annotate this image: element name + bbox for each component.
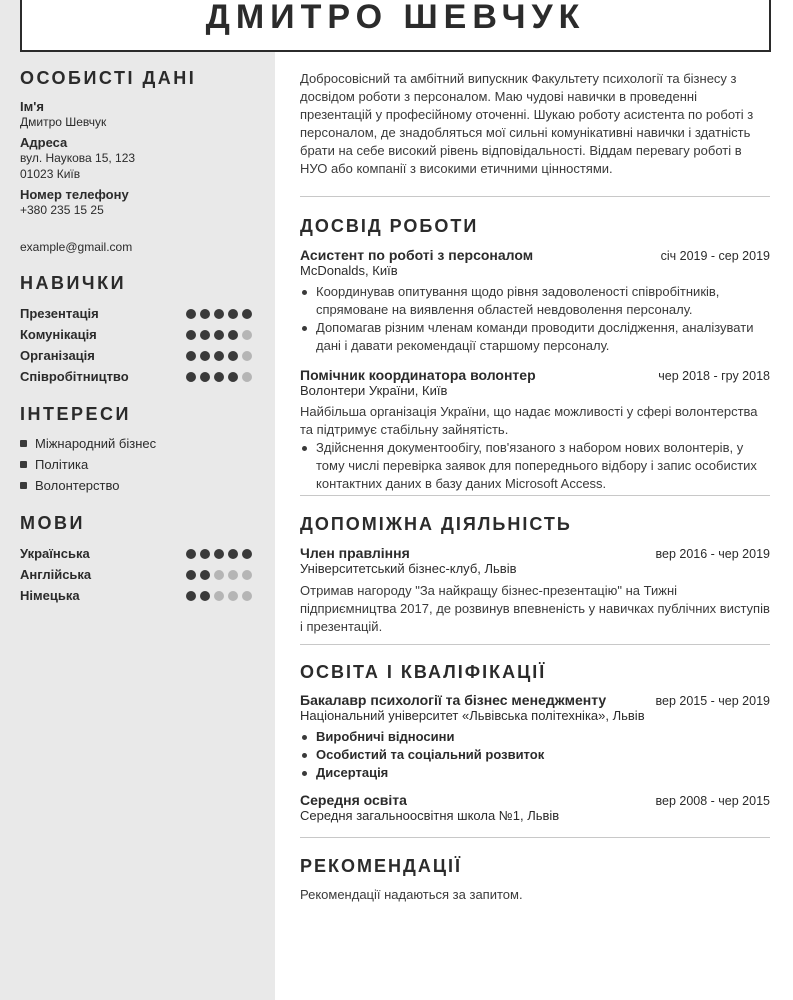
rating-label: Організація xyxy=(20,348,95,363)
rating-row xyxy=(20,345,252,366)
job-2-description: Найбільша організація України, що надає можливості у сфері волонтерства та підтримує стабільну зайнятість. xyxy=(300,404,758,437)
phone-label: Номер телефону xyxy=(20,187,129,202)
school-date: вер 2008 - чер 2015 xyxy=(655,794,770,808)
filled-dot-icon xyxy=(242,549,252,559)
rating-dots xyxy=(186,309,252,319)
rating-label: Співробітництво xyxy=(20,369,129,384)
interest-item xyxy=(20,454,252,475)
rating-label: Англійська xyxy=(20,567,92,582)
job-2-bullets xyxy=(300,439,770,493)
phone-value: +380 235 15 25 xyxy=(20,203,104,217)
school-header xyxy=(300,792,770,808)
sidebar-content xyxy=(20,68,252,606)
interest-label: Політика xyxy=(35,457,89,472)
job-2-header xyxy=(300,367,770,383)
empty-dot-icon xyxy=(228,591,238,601)
job-1-title: Асистент по роботі з персоналом xyxy=(300,247,534,263)
languages-heading: МОВИ xyxy=(20,513,85,533)
extra-title: Член правління xyxy=(300,545,410,561)
filled-dot-icon xyxy=(186,570,196,580)
interest-label: Волонтерство xyxy=(35,478,120,493)
rating-dots xyxy=(186,570,252,580)
interests-heading: ІНТЕРЕСИ xyxy=(20,404,131,424)
filled-dot-icon xyxy=(200,351,210,361)
experience-heading: ДОСВІД РОБОТИ xyxy=(300,216,479,236)
filled-dot-icon xyxy=(186,330,196,340)
full-name: ДМИТРО ШЕВЧУК xyxy=(205,0,586,36)
empty-dot-icon xyxy=(242,372,252,382)
languages-list xyxy=(20,543,252,606)
rating-label: Презентація xyxy=(20,306,99,321)
rating-row xyxy=(20,324,252,345)
rating-dots xyxy=(186,351,252,361)
name-header xyxy=(20,0,771,52)
divider xyxy=(300,644,770,645)
name-label: Ім'я xyxy=(20,99,44,114)
address-line-1: вул. Наукова 15, 123 xyxy=(20,151,136,165)
filled-dot-icon xyxy=(228,372,238,382)
rating-label: Комунікація xyxy=(20,327,97,342)
rating-dots xyxy=(186,591,252,601)
empty-dot-icon xyxy=(228,570,238,580)
filled-dot-icon xyxy=(200,549,210,559)
degree-org: Національний університет «Львівська політехніка», Львів xyxy=(300,708,645,723)
interest-item xyxy=(20,475,252,496)
job-1-org: McDonalds, Київ xyxy=(300,263,398,278)
divider xyxy=(300,495,770,496)
interests-list xyxy=(20,433,252,496)
filled-dot-icon xyxy=(214,372,224,382)
main-content xyxy=(300,70,770,904)
rating-dots xyxy=(186,549,252,559)
skills-heading: НАВИЧКИ xyxy=(20,273,127,293)
school-org: Середня загальноосвітня школа №1, Львів xyxy=(300,808,560,823)
job-1-header xyxy=(300,247,770,263)
references-text: Рекомендації надаються за запитом. xyxy=(300,887,523,902)
empty-dot-icon xyxy=(214,570,224,580)
rating-row xyxy=(20,543,252,564)
list-item: Особистий та соціальний розвиток xyxy=(300,746,770,764)
filled-dot-icon xyxy=(214,330,224,340)
filled-dot-icon xyxy=(186,591,196,601)
square-bullet-icon xyxy=(20,440,27,447)
email-value: example@gmail.com xyxy=(20,240,133,254)
interest-item xyxy=(20,433,252,454)
degree-title: Бакалавр психології та бізнес менеджменту xyxy=(300,692,607,708)
filled-dot-icon xyxy=(228,549,238,559)
rating-label: Українська xyxy=(20,546,90,561)
extra-description: Отримав нагороду "За найкращу бізнес-презентацію" на Тижні підприємництва 2017, де розвинув впевненість у навичках публічних виступів і презентацій. xyxy=(300,583,770,634)
degree-date: вер 2015 - чер 2019 xyxy=(655,694,770,708)
degree-bullets xyxy=(300,728,770,782)
address-line-2: 01023 Київ xyxy=(20,167,81,181)
skills-list xyxy=(20,303,252,387)
extra-date: вер 2016 - чер 2019 xyxy=(655,547,770,561)
filled-dot-icon xyxy=(214,549,224,559)
rating-label: Німецька xyxy=(20,588,80,603)
address-label: Адреса xyxy=(20,135,68,150)
empty-dot-icon xyxy=(242,330,252,340)
empty-dot-icon xyxy=(242,570,252,580)
references-heading: РЕКОМЕНДАЦІЇ xyxy=(300,856,462,876)
job-2-date: чер 2018 - гру 2018 xyxy=(658,369,770,383)
job-1-bullets xyxy=(300,283,770,355)
square-bullet-icon xyxy=(20,482,27,489)
empty-dot-icon xyxy=(214,591,224,601)
list-item: Дисертація xyxy=(300,764,770,782)
rating-row xyxy=(20,585,252,606)
filled-dot-icon xyxy=(186,372,196,382)
rating-dots xyxy=(186,372,252,382)
divider xyxy=(300,837,770,838)
filled-dot-icon xyxy=(186,549,196,559)
divider xyxy=(300,196,770,197)
degree-header xyxy=(300,692,770,708)
filled-dot-icon xyxy=(214,309,224,319)
filled-dot-icon xyxy=(228,330,238,340)
rating-row xyxy=(20,303,252,324)
rating-dots xyxy=(186,330,252,340)
filled-dot-icon xyxy=(200,372,210,382)
job-2-org: Волонтери України, Київ xyxy=(300,383,448,398)
filled-dot-icon xyxy=(228,309,238,319)
personal-heading: ОСОБИСТІ ДАНІ xyxy=(20,68,197,88)
list-item: Координував опитування щодо рівня задоволеності співробітників, спрямоване на виявлення областей невдоволення персоналу. xyxy=(300,283,770,319)
empty-dot-icon xyxy=(242,351,252,361)
interest-label: Міжнародний бізнес xyxy=(35,436,157,451)
list-item: Виробничі відносини xyxy=(300,728,770,746)
empty-dot-icon xyxy=(242,591,252,601)
summary-text: Добросовісний та амбітний випускник Факультету психології та бізнесу з досвідом роботи з персоналом. Маю чудові навички в проведенні презентацій у професійному оточенні. Шукаю роботу асистента по роботі з персоналом, де знадобляться мої сильні комунікативні навички і здатність брати на себе високий рівень відповідальності. Віддам перевагу роботі в НУО або компанії з високими етичними цінностями. xyxy=(300,71,754,176)
rating-row xyxy=(20,366,252,387)
job-2-title: Помічник координатора волонтер xyxy=(300,367,536,383)
filled-dot-icon xyxy=(200,591,210,601)
filled-dot-icon xyxy=(228,351,238,361)
square-bullet-icon xyxy=(20,461,27,468)
list-item: Допомагав різним членам команди проводити дослідження, аналізувати дані і давати рекомендації старшому персоналу. xyxy=(300,319,770,355)
filled-dot-icon xyxy=(200,570,210,580)
rating-row xyxy=(20,564,252,585)
filled-dot-icon xyxy=(200,330,210,340)
extra-header xyxy=(300,545,770,561)
school-title: Середня освіта xyxy=(300,792,407,808)
filled-dot-icon xyxy=(200,309,210,319)
list-item: Здійснення документообігу, пов'язаного з набором нових волонтерів, у тому числі перевірка заявок для попереднього відбору і запис особистих контактних даних в базу даних Microsoft Access. xyxy=(300,439,770,493)
filled-dot-icon xyxy=(242,309,252,319)
filled-dot-icon xyxy=(186,351,196,361)
filled-dot-icon xyxy=(214,351,224,361)
job-1-date: січ 2019 - сер 2019 xyxy=(660,249,770,263)
filled-dot-icon xyxy=(186,309,196,319)
extra-org: Університетський бізнес-клуб, Львів xyxy=(300,561,517,576)
extra-heading: ДОПОМІЖНА ДІЯЛЬНІСТЬ xyxy=(300,514,572,534)
name-value: Дмитро Шевчук xyxy=(20,115,107,129)
education-heading: ОСВІТА І КВАЛІФІКАЦІЇ xyxy=(300,662,547,682)
